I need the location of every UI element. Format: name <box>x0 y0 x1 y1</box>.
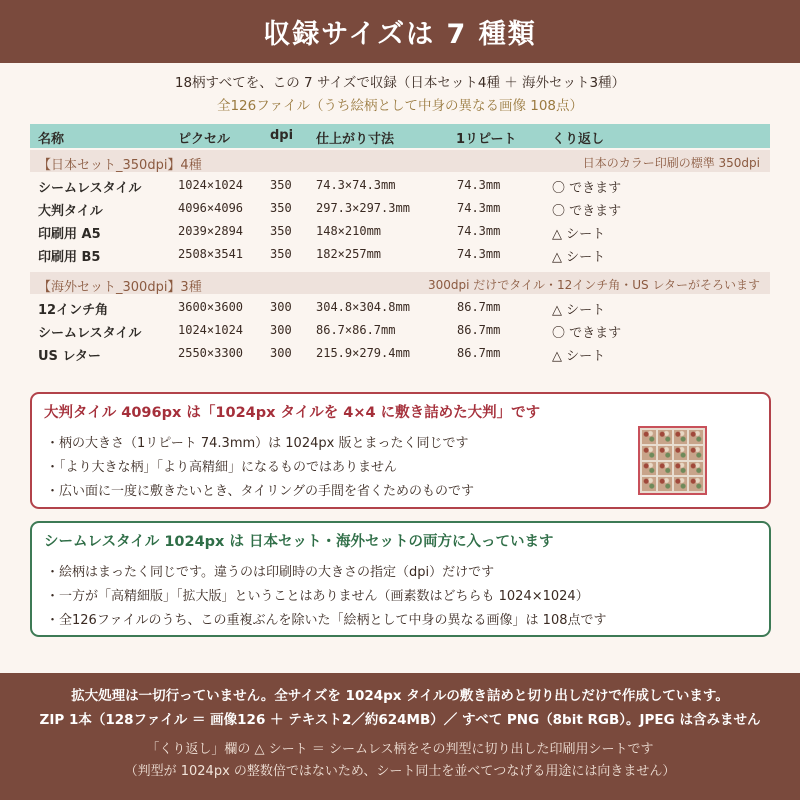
row-tiling: △ シート <box>552 349 606 364</box>
row-repeat: 86.7mm <box>457 346 501 360</box>
col-header-size: 仕上がり寸法 <box>316 132 395 147</box>
row-dpi: 300 <box>270 323 292 337</box>
row-tiling: △ シート <box>552 250 606 265</box>
row-repeat: 86.7mm <box>457 300 501 314</box>
row-dpi: 350 <box>270 178 292 192</box>
page-footer <box>0 673 800 800</box>
seamless-tile-bullet: ・全126ファイルのうち、この重複ぶんを除いた「絵柄として中身の異なる画像」は 108点です <box>46 613 607 628</box>
row-dpi: 350 <box>270 247 292 261</box>
table-row <box>0 220 800 242</box>
tiled-pattern-4x4-icon <box>638 426 707 495</box>
row-repeat: 74.3mm <box>457 224 501 238</box>
large-tile-bullet: ・柄の大きさ（1リピート 74.3mm）は 1024px 版とまったく同じです <box>46 436 469 451</box>
group-band-japan <box>30 150 770 172</box>
table-row <box>0 342 800 364</box>
table-row <box>0 197 800 219</box>
row-tiling: 〇 できます <box>552 181 622 196</box>
row-size: 74.3×74.3mm <box>316 178 396 192</box>
group-band-overseas <box>30 272 770 294</box>
row-dpi: 300 <box>270 300 292 314</box>
row-pixels: 1024×1024 <box>178 323 244 337</box>
col-header-tiling: くり返し <box>552 132 605 147</box>
row-name: 印刷用 B5 <box>38 250 101 265</box>
row-tiling: 〇 できます <box>552 326 622 341</box>
table-row <box>0 243 800 265</box>
large-tile-bullet: ・「より大きな柄」「より高精細」になるものではありません <box>46 460 398 475</box>
table-row <box>0 319 800 341</box>
group-title-japan: 【日本セット_350dpi】4種 <box>38 158 202 173</box>
footer-note-sheet: 「くり返し」欄の △ シート ＝ シームレス柄をその判型に切り出した印刷用シートです <box>146 742 654 757</box>
seamless-tile-bullet: ・絵柄はまったく同じです。違うのは印刷時の大きさの指定（dpi）だけです <box>46 565 495 580</box>
row-pixels: 2550×3300 <box>178 346 244 360</box>
row-repeat: 74.3mm <box>457 178 501 192</box>
large-tile-info-box <box>30 392 771 509</box>
table-row <box>0 296 800 318</box>
seamless-tile-info-title: シームレスタイル 1024px は 日本セット・海外セットの両方に入っています <box>44 534 554 550</box>
footer-note-sheet-detail: （判型が 1024px の整数倍ではないため、シート同士を並べてつなげる用途には向きません） <box>124 764 676 779</box>
table-row <box>0 174 800 196</box>
row-name: シームレスタイル <box>38 326 142 341</box>
row-repeat: 74.3mm <box>457 247 501 261</box>
col-header-repeat: 1リピート <box>456 132 517 147</box>
group-note-japan: 日本のカラー印刷の標準 350dpi <box>582 156 760 170</box>
row-name: 印刷用 A5 <box>38 227 101 242</box>
row-pixels: 1024×1024 <box>178 178 244 192</box>
row-name: シームレスタイル <box>38 181 142 196</box>
row-dpi: 300 <box>270 346 292 360</box>
group-title-overseas: 【海外セット_300dpi】3種 <box>38 280 202 295</box>
row-size: 182×257mm <box>316 247 382 261</box>
row-pixels: 2039×2894 <box>178 224 244 238</box>
row-name: 大判タイル <box>38 204 103 219</box>
row-repeat: 86.7mm <box>457 323 501 337</box>
group-note-overseas: 300dpi だけでタイル・12インチ角・US レターがそろいます <box>427 278 760 292</box>
row-pixels: 3600×3600 <box>178 300 244 314</box>
seamless-tile-bullet: ・一方が「高精細版」「拡大版」ということはありません（画素数はどちらも 1024×1024） <box>46 589 589 604</box>
row-name: 12インチ角 <box>38 303 109 318</box>
row-dpi: 350 <box>270 201 292 215</box>
col-header-pixels: ピクセル <box>178 132 231 147</box>
table-header <box>30 124 770 148</box>
row-pixels: 2508×3541 <box>178 247 244 261</box>
row-tiling: 〇 できます <box>552 204 622 219</box>
intro-file-count: 全126ファイル（うち絵柄として中身の異なる画像 108点） <box>216 98 584 114</box>
large-tile-info-title: 大判タイル 4096px は「1024px タイルを 4×4 に敷き詰めた大判」です <box>44 405 541 421</box>
row-tiling: △ シート <box>552 303 606 318</box>
seamless-tile-info-box <box>30 521 771 637</box>
row-size: 215.9×279.4mm <box>316 346 410 360</box>
row-dpi: 350 <box>270 224 292 238</box>
footer-note-zip: ZIP 1本（128ファイル ＝ 画像126 ＋ テキスト2／約624MB）／ すべて PNG（8bit RGB）。JPEG は含みません <box>39 712 761 728</box>
row-pixels: 4096×4096 <box>178 201 244 215</box>
row-name: US レター <box>38 349 101 364</box>
row-size: 86.7×86.7mm <box>316 323 396 337</box>
row-size: 304.8×304.8mm <box>316 300 410 314</box>
row-repeat: 74.3mm <box>457 201 501 215</box>
intro-summary: 18柄すべてを、この 7 サイズで収録（日本セット4種 ＋ 海外セット3種） <box>174 75 626 91</box>
col-header-dpi: dpi <box>270 128 294 143</box>
large-tile-bullet: ・広い面に一度に敷きたいとき、タイリングの手間を省くためのものです <box>46 484 474 499</box>
col-header-name: 名称 <box>38 132 65 147</box>
row-tiling: △ シート <box>552 227 606 242</box>
footer-note-no-upscale: 拡大処理は一切行っていません。全サイズを 1024px タイルの敷き詰めと切り出しだけで作成しています。 <box>71 688 729 704</box>
row-size: 148×210mm <box>316 224 382 238</box>
row-size: 297.3×297.3mm <box>316 201 410 215</box>
page-title: 収録サイズは 7 種類 <box>263 19 537 50</box>
page-header <box>0 0 800 63</box>
